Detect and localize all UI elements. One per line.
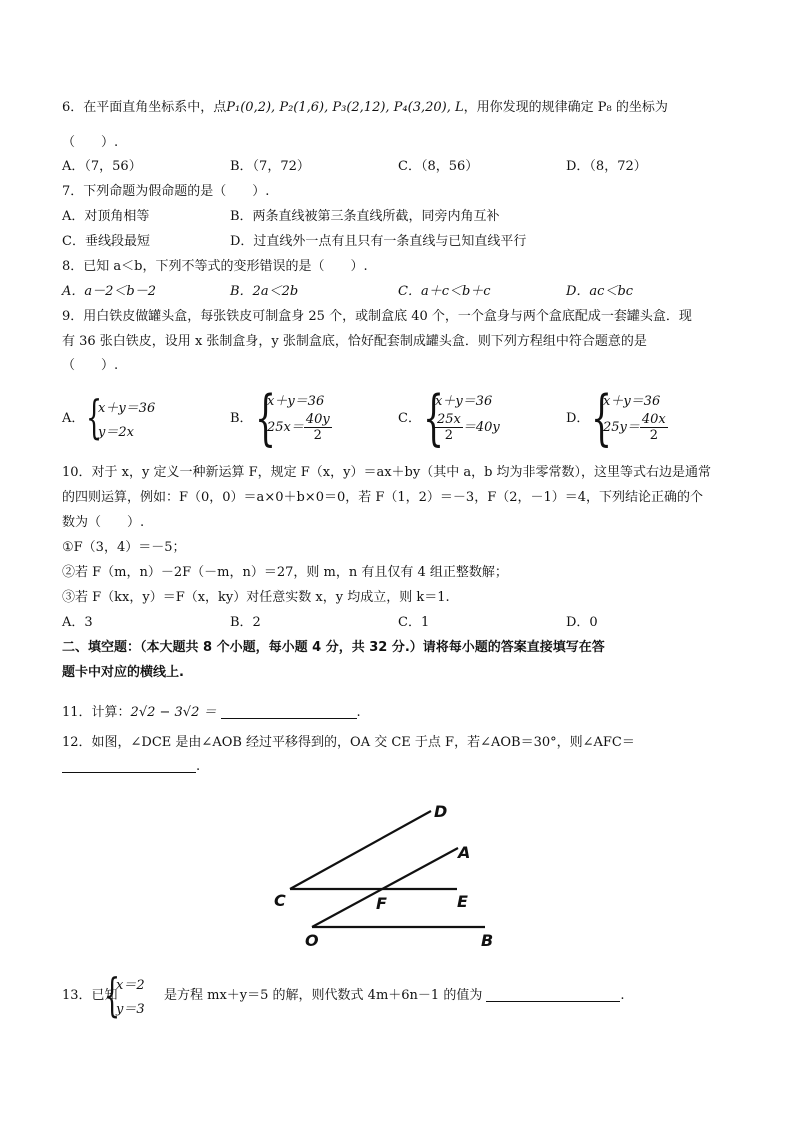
q6-paren: （ ）. [62, 135, 119, 150]
q13-body [164, 987, 624, 1005]
q7-option-a: A．对顶角相等 [62, 209, 150, 224]
q9-c-eq1: x＋y＝36 [435, 394, 493, 409]
q12-answer-blank[interactable] [62, 758, 196, 773]
q10-option-b: B．2 [230, 615, 261, 630]
label-c: C [274, 891, 286, 910]
line-oa [312, 848, 458, 927]
q10-statement-2: ②若 F（m，n）－2F（－m，n）＝27，则 m，n 有且仅有 4 组正整数解； [62, 565, 508, 580]
q9-c-eq2 [435, 412, 500, 443]
q7-option-d: D．过直线外一点有且只有一条直线与已知直线平行 [230, 234, 527, 249]
q9-d-eq1: x＋y＝36 [603, 394, 661, 409]
label-e: E [457, 892, 468, 911]
q9-system-a [86, 390, 176, 444]
q8-option-c: C．a＋c＜b＋c [398, 284, 491, 299]
q9-line2: 有 36 张白铁皮，设用 x 张制盒身，y 张制盒底，恰好配套制成罐头盒．则下列方程组中符合题意的是 [62, 334, 647, 349]
label-b: B [481, 931, 494, 950]
q9-d-den: 2 [649, 428, 658, 443]
q9-c-eq2-right: ＝40y [462, 420, 500, 435]
q8-option-b: B．2a＜2b [230, 284, 299, 299]
q9-b-eq2 [267, 412, 332, 443]
q9-a-eq1: x＋y＝36 [98, 401, 156, 416]
q9-system-c [423, 383, 523, 454]
q6-text-pre: 6．在平面直角坐标系中，点 [62, 100, 227, 115]
brace-icon: { [255, 383, 277, 453]
q7-option-c: C．垂线段最短 [62, 234, 150, 249]
q10-option-d: D．0 [566, 615, 598, 630]
brace-icon: { [86, 390, 103, 444]
q11-pre: 11．计算： [62, 705, 131, 720]
label-f: F [376, 894, 387, 913]
section2-heading-line2: 题卡中对应的横线上. [62, 665, 184, 680]
q10-statement-3: ③若 F（kx，y）＝F（x，ky）对任意实数 x，y 均成立，则 k＝1. [62, 590, 450, 605]
q13-eq1: x＝2 [116, 978, 145, 993]
line-cd [290, 811, 431, 889]
q10-option-c: C．1 [398, 615, 430, 630]
label-d: D [434, 802, 448, 821]
q12-figure [260, 790, 510, 965]
q9-line1: 9．用白铁皮做罐头盒，每张铁皮可制盒身 25 个，或制盒底 40 个，一个盒身与两个盒底配成一套罐头盒．现 [62, 309, 692, 324]
brace-icon: { [423, 383, 445, 453]
q6-option-d: D．（8，72） [566, 159, 647, 174]
q7-option-b: B．两条直线被第三条直线所截，同旁内角互补 [230, 209, 500, 224]
q11 [62, 704, 361, 722]
brace-icon: { [591, 383, 613, 453]
q9-b-fraction [304, 412, 332, 443]
q11-answer-blank[interactable] [221, 704, 357, 719]
q9-label-d: D． [566, 411, 590, 426]
q8-stem: 8．已知 a＜b，下列不等式的变形错误的是（ ）. [62, 259, 368, 274]
q9-a-eq2: y＝2x [98, 425, 134, 440]
q9-c-den: 2 [444, 428, 454, 443]
q8-option-d: D．ac＜bc [566, 284, 634, 299]
q9-paren: （ ）. [62, 358, 119, 373]
q9-c-fraction [435, 412, 463, 443]
q9-b-eq2-left: 25x＝ [267, 420, 304, 435]
section2-heading-line1: 二、填空题：（本大题共 8 个小题，每小题 4 分，共 32 分.）请将每小题的答案直接填写在答 [62, 640, 605, 655]
q12-post: . [196, 759, 201, 774]
q6-stem [62, 99, 668, 117]
q13-post: . [620, 988, 625, 1003]
q10-line2: 的四则运算，例如：F（0，0）＝a×0＋b×0＝0，若 F（1，2）＝－3，F（2，－1）＝4，下列结论正确的个 [62, 490, 704, 505]
q7-stem: 7．下列命题为假命题的是（ ）. [62, 184, 270, 199]
q12-line1: 12．如图，∠DCE 是由∠AOB 经过平移得到的，OA 交 CE 于点 F，若∠AOB＝30°，则∠AFC＝ [62, 735, 635, 750]
q6-option-c: C．（8，56） [398, 159, 479, 174]
label-o: O [305, 931, 319, 950]
q9-d-eq2-left: 25y＝ [603, 420, 640, 435]
q9-system-d [591, 383, 691, 454]
q11-post: . [356, 705, 361, 720]
q13-answer-blank[interactable] [486, 987, 620, 1002]
q9-d-fraction [640, 412, 668, 443]
q10-line3: 数为（ ）. [62, 515, 145, 530]
q9-c-num: 25x [437, 412, 461, 427]
q13-mid: 是方程 mx＋y＝5 的解，则代数式 4m＋6n－1 的值为 [164, 988, 483, 1003]
q8-option-a: A．a－2＜b－2 [62, 284, 157, 299]
q9-d-eq2 [603, 412, 668, 443]
q13-pre: 13．已知 [62, 988, 118, 1003]
q6-points: P₁(0,2), P₂(1,6), P₃(2,12), P₄(3,20), L [226, 100, 464, 115]
q11-expr: 2√2 − 3√2 ＝ [130, 705, 217, 720]
q12-line2 [62, 758, 200, 776]
label-a: A [458, 843, 471, 862]
q9-label-b: B． [230, 411, 253, 426]
q6-option-a: A．（7，56） [62, 159, 142, 174]
q10-option-a: A．3 [62, 615, 93, 630]
q10-statement-1: ①F（3，4）＝－5； [62, 540, 186, 555]
q9-d-num: 40x [641, 412, 666, 427]
q9-b-num: 40y [305, 412, 330, 427]
q10-line1: 10．对于 x，y 定义一种新运算 F，规定 F（x，y）＝ax＋by（其中 a，b 均为非零常数），这里等式右边是通常 [62, 465, 712, 480]
q9-b-den: 2 [313, 428, 322, 443]
q6-text-post: ，用你发现的规律确定 P₈ 的坐标为 [463, 100, 668, 115]
q9-label-c: C． [398, 411, 421, 426]
q13-eq2: y＝3 [116, 1002, 145, 1017]
brace-icon: { [104, 968, 121, 1022]
q9-label-a: A． [62, 411, 85, 426]
q6-option-b: B．（7，72） [230, 159, 310, 174]
q9-b-eq1: x＋y＝36 [267, 394, 325, 409]
q9-system-b [255, 383, 355, 454]
